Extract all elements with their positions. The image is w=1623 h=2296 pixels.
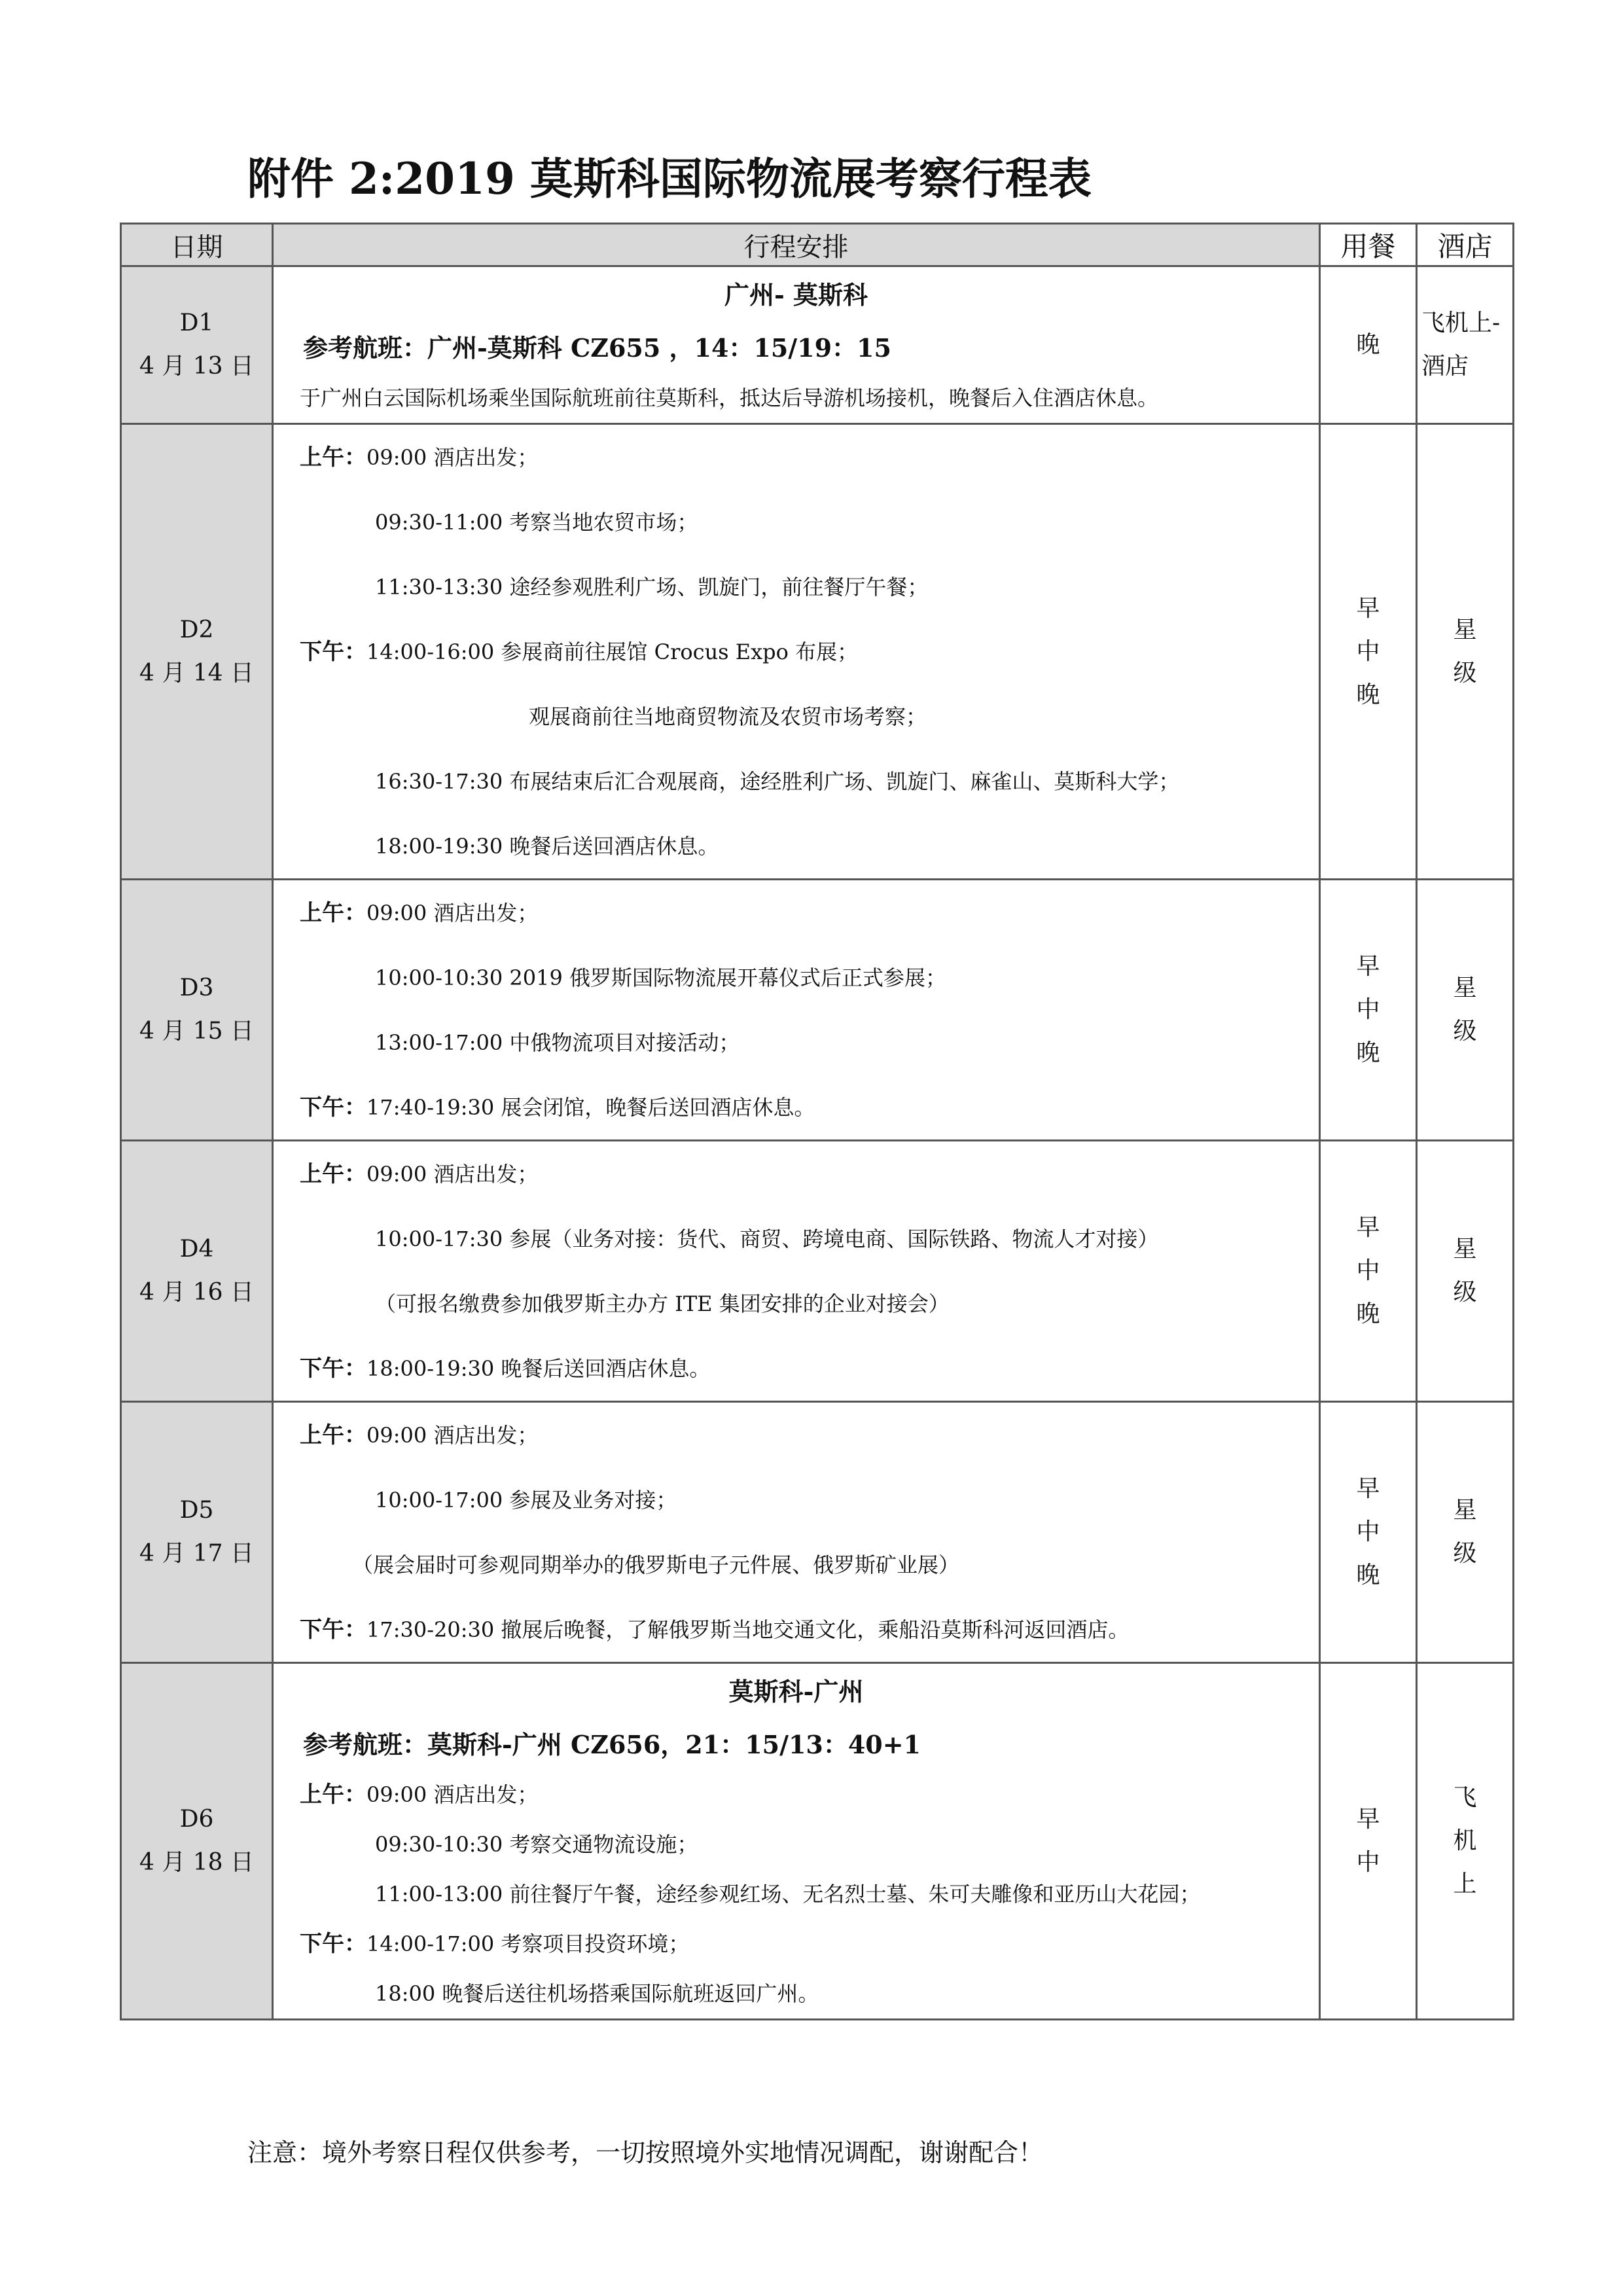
schedule-line xyxy=(274,1141,1319,1206)
meal-item: 早 xyxy=(1356,1475,1380,1502)
meal-cell xyxy=(1320,880,1417,1141)
schedule-line xyxy=(274,814,1319,878)
time-of-day-label: 下午： xyxy=(300,1616,366,1643)
schedule-text: 09:00 酒店出发； xyxy=(366,900,539,925)
plan-cell xyxy=(273,880,1320,1141)
plan-cell xyxy=(273,266,1320,424)
meal-item: 中 xyxy=(1356,1257,1380,1284)
meal-item: 晚 xyxy=(1356,681,1380,708)
schedule-text: 17:40-19:30 展会闭馆，晚餐后送回酒店休息。 xyxy=(366,1094,815,1120)
schedule-line xyxy=(274,1206,1319,1271)
schedule-text: （可报名缴费参加俄罗斯主办方 ITE 集团安排的企业对接会） xyxy=(375,1291,950,1316)
table-row xyxy=(121,1141,1514,1402)
day-cell xyxy=(121,1402,273,1663)
day-date: 4 月 15 日 xyxy=(139,1018,255,1045)
meal-item: 晚 xyxy=(1356,1039,1380,1066)
hotel-item: 星 xyxy=(1453,1497,1477,1524)
table-header-row xyxy=(121,224,1514,266)
header-hotel: 酒店 xyxy=(1417,224,1514,266)
schedule-text: 18:00 晚餐后送往机场搭乘国际航班返回广州。 xyxy=(375,1981,819,2006)
time-of-day-label: 下午： xyxy=(300,1355,366,1382)
meal-item: 中 xyxy=(1356,1518,1380,1545)
hotel-item: 级 xyxy=(1453,1540,1477,1567)
day-label: D6 xyxy=(179,1806,214,1833)
schedule-text: 18:00-19:30 晚餐后送回酒店休息。 xyxy=(375,833,719,859)
day-cell xyxy=(121,1663,273,2020)
table-row xyxy=(121,266,1514,424)
schedule-text: 17:30-20:30 撤展后晚餐，了解俄罗斯当地交通文化，乘船沿莫斯科河返回酒店。 xyxy=(366,1617,1130,1642)
schedule-line xyxy=(274,1010,1319,1075)
hotel-item: 飞机上- xyxy=(1421,310,1501,336)
schedule-text: 09:00 酒店出发； xyxy=(366,1161,539,1187)
table-row xyxy=(121,424,1514,880)
header-date: 日期 xyxy=(121,224,273,266)
meal-item: 早 xyxy=(1356,1214,1380,1241)
schedule-text: 16:30-17:30 布展结束后汇合观展商，途经胜利广场、凯旋门、麻雀山、莫斯科大学； xyxy=(375,768,1180,794)
day-date: 4 月 14 日 xyxy=(139,659,255,687)
schedule-text: 09:00 酒店出发； xyxy=(366,1422,539,1448)
schedule-text: 09:00 酒店出发； xyxy=(366,1782,539,1807)
hotel-item: 星 xyxy=(1453,1236,1477,1263)
schedule-text: 13:00-17:00 中俄物流项目对接活动； xyxy=(375,1030,740,1055)
meal-cell xyxy=(1320,1402,1417,1663)
itinerary-table xyxy=(120,223,1514,2020)
meal-item: 晚 xyxy=(1356,331,1380,358)
meal-item: 早 xyxy=(1356,953,1380,980)
footer-note: 注意：境外考察日程仅供参考，一切按照境外实地情况调配，谢谢配合！ xyxy=(247,2138,1044,2167)
schedule-line xyxy=(274,490,1319,554)
hotel-item: 机 xyxy=(1453,1827,1477,1854)
schedule-text: 14:00-17:00 考察项目投资环境； xyxy=(366,1931,690,1956)
meal-item: 早 xyxy=(1356,1806,1380,1833)
schedule-line xyxy=(274,1403,1319,1467)
meal-item: 中 xyxy=(1356,996,1380,1023)
hotel-item: 级 xyxy=(1453,659,1477,687)
time-of-day-label: 上午： xyxy=(300,1782,366,1808)
day-cell xyxy=(121,266,273,424)
schedule-line xyxy=(274,880,1319,945)
schedule-line xyxy=(274,373,1319,423)
plan-cell xyxy=(273,1402,1320,1663)
page-title: 附件 2:2019 莫斯科国际物流展考察行程表 xyxy=(247,153,1092,204)
schedule-line xyxy=(274,749,1319,814)
schedule-text: 18:00-19:30 晚餐后送回酒店休息。 xyxy=(366,1355,711,1381)
time-of-day-label: 下午： xyxy=(300,1094,366,1121)
schedule-text: 10:00-10:30 2019 俄罗斯国际物流展开幕仪式后正式参展； xyxy=(375,965,947,990)
meal-item: 晚 xyxy=(1356,1300,1380,1327)
schedule-line xyxy=(274,1597,1319,1662)
schedule-text: 14:00-16:00 参展商前往展馆 Crocus Expo 布展； xyxy=(366,639,859,664)
hotel-cell xyxy=(1417,1402,1514,1663)
schedule-text: 于广州白云国际机场乘坐国际航班前往莫斯科，抵达后导游机场接机，晚餐后入住酒店休息。 xyxy=(300,386,1159,410)
table-row xyxy=(121,1402,1514,1663)
route-heading: 广州- 莫斯科 xyxy=(724,280,868,310)
schedule-text: 09:30-10:30 考察交通物流设施； xyxy=(375,1832,698,1857)
day-label: D1 xyxy=(179,310,214,336)
schedule-line xyxy=(274,1869,1319,1919)
hotel-cell xyxy=(1417,880,1514,1141)
hotel-item: 级 xyxy=(1453,1279,1477,1306)
day-cell xyxy=(121,880,273,1141)
hotel-item: 星 xyxy=(1453,616,1477,643)
plan-cell xyxy=(273,424,1320,880)
header-plan: 行程安排 xyxy=(273,224,1320,266)
day-label: D4 xyxy=(179,1236,214,1263)
hotel-cell xyxy=(1417,1663,1514,2020)
meal-item: 中 xyxy=(1356,1849,1380,1876)
schedule-line xyxy=(274,1919,1319,1969)
hotel-item: 飞 xyxy=(1453,1784,1477,1811)
day-label: D2 xyxy=(179,616,214,643)
hotel-cell xyxy=(1417,266,1514,424)
plan-cell xyxy=(273,1663,1320,2020)
schedule-text: 11:00-13:00 前往餐厅午餐，途经参观红场、无名烈士墓、朱可夫雕像和亚历山大花园； xyxy=(375,1882,1201,1907)
day-label: D5 xyxy=(179,1497,214,1524)
flight-info: 参考航班：莫斯科-广州 CZ656，21：15/13：40+1 xyxy=(303,1730,921,1759)
meal-item: 晚 xyxy=(1356,1562,1380,1588)
itinerary-body xyxy=(121,266,1514,2020)
meal-item: 中 xyxy=(1356,637,1380,665)
hotel-cell xyxy=(1417,424,1514,880)
hotel-item: 上 xyxy=(1453,1871,1477,1897)
day-date: 4 月 18 日 xyxy=(139,1849,255,1876)
route-heading: 莫斯科-广州 xyxy=(728,1677,864,1706)
day-date: 4 月 17 日 xyxy=(139,1540,255,1567)
time-of-day-label: 下午： xyxy=(300,638,366,665)
meal-cell xyxy=(1320,1663,1417,2020)
meal-cell xyxy=(1320,424,1417,880)
schedule-text: 09:30-11:00 考察当地农贸市场； xyxy=(375,509,698,535)
table-row xyxy=(121,1663,1514,2020)
plan-cell xyxy=(273,1141,1320,1402)
time-of-day-label: 上午： xyxy=(300,1422,366,1448)
schedule-line xyxy=(274,1271,1319,1336)
meal-item: 早 xyxy=(1356,594,1380,622)
time-of-day-label: 上午： xyxy=(300,899,366,926)
time-of-day-label: 下午： xyxy=(300,1931,366,1957)
schedule-text: 10:00-17:00 参展及业务对接； xyxy=(375,1487,677,1513)
schedule-line xyxy=(274,1820,1319,1869)
day-cell xyxy=(121,424,273,880)
time-of-day-label: 上午： xyxy=(300,1160,366,1187)
schedule-line xyxy=(274,1467,1319,1532)
hotel-cell xyxy=(1417,1141,1514,1402)
schedule-text: 11:30-13:30 途经参观胜利广场、凯旋门，前往餐厅午餐； xyxy=(375,574,929,600)
schedule-text: 09:00 酒店出发； xyxy=(366,444,539,470)
time-of-day-label: 上午： xyxy=(300,444,366,471)
schedule-line xyxy=(274,684,1319,749)
header-meal: 用餐 xyxy=(1320,224,1417,266)
schedule-line xyxy=(274,1770,1319,1820)
meal-cell xyxy=(1320,266,1417,424)
hotel-item: 级 xyxy=(1453,1018,1477,1045)
meal-cell xyxy=(1320,1141,1417,1402)
hotel-item: 星 xyxy=(1453,975,1477,1001)
schedule-line xyxy=(274,554,1319,619)
hotel-item: 酒店 xyxy=(1421,353,1469,380)
day-label: D3 xyxy=(179,975,214,1001)
schedule-text: 观展商前往当地商贸物流及农贸市场考察； xyxy=(529,704,927,729)
day-date: 4 月 13 日 xyxy=(139,353,255,380)
schedule-line xyxy=(274,1532,1319,1597)
flight-info: 参考航班：广州-莫斯科 CZ655 ，14：15/19：15 xyxy=(303,333,891,363)
schedule-line xyxy=(274,619,1319,684)
schedule-text: 10:00-17:30 参展（业务对接：货代、商贸、跨境电商、国际铁路、物流人才对接） xyxy=(375,1226,1159,1251)
schedule-line xyxy=(274,1969,1319,2018)
schedule-text: （展会届时可参观同期举办的俄罗斯电子元件展、俄罗斯矿业展） xyxy=(352,1552,960,1577)
schedule-line xyxy=(274,425,1319,490)
schedule-line xyxy=(274,945,1319,1010)
day-cell xyxy=(121,1141,273,1402)
schedule-line xyxy=(274,1336,1319,1401)
table-row xyxy=(121,880,1514,1141)
day-date: 4 月 16 日 xyxy=(139,1279,255,1306)
schedule-line xyxy=(274,1075,1319,1139)
